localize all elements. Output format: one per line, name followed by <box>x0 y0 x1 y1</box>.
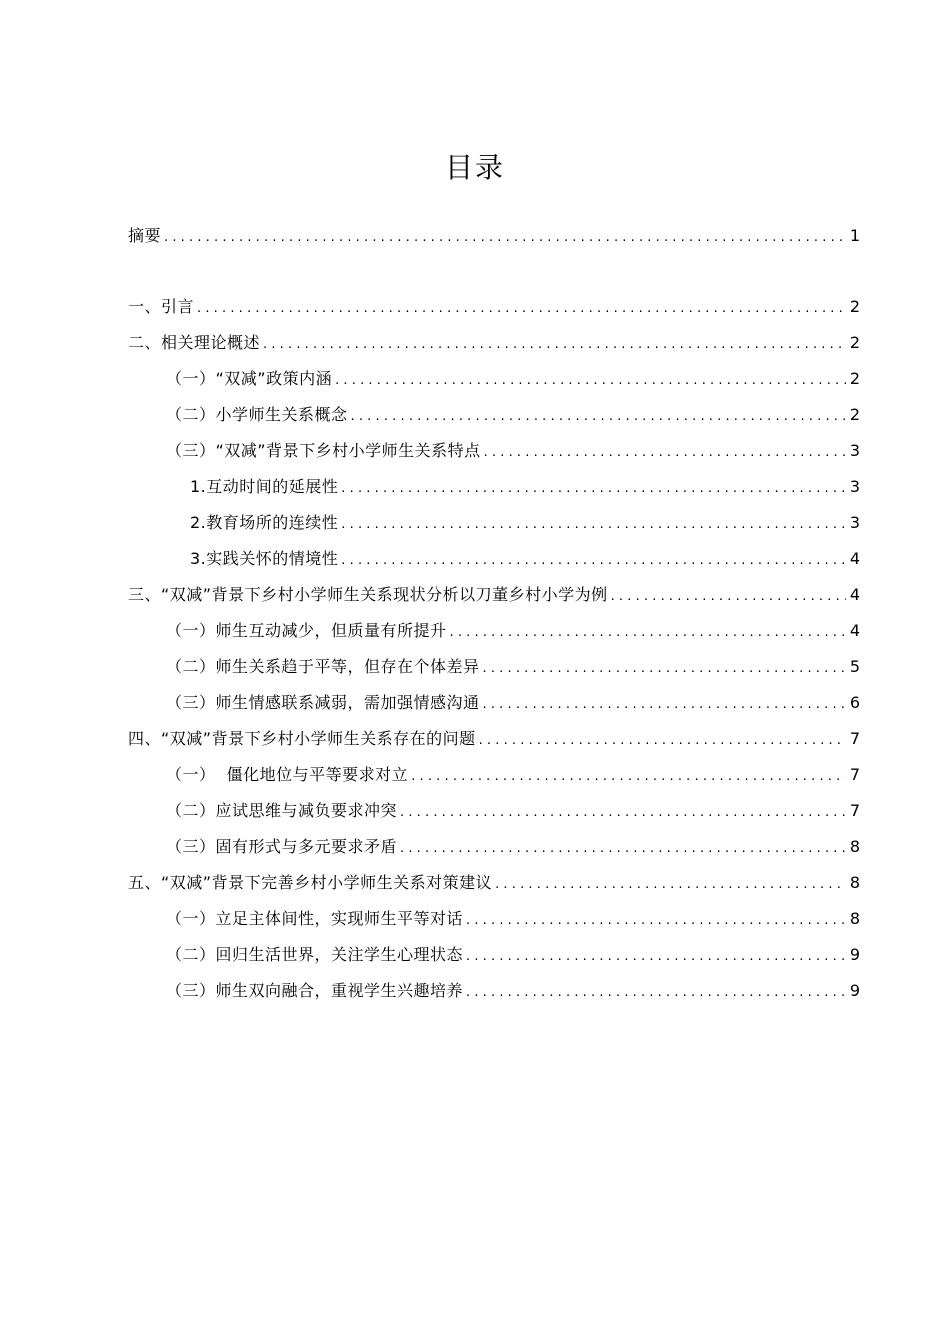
toc-entry-title: （二）应试思维与减负要求冲突 <box>166 801 398 820</box>
toc-page-number: 9 <box>849 981 860 1000</box>
dot-leader <box>197 295 846 323</box>
dot-leader <box>466 943 846 971</box>
toc-page-number: 4 <box>849 585 860 604</box>
toc-page-number: 3 <box>849 441 860 460</box>
toc-entry[interactable] <box>128 941 860 977</box>
toc-page-number: 2 <box>849 333 860 352</box>
dot-leader <box>483 655 846 683</box>
dot-leader <box>611 583 846 611</box>
toc-page-number: 8 <box>849 873 860 892</box>
dot-leader <box>341 511 846 539</box>
dot-leader <box>341 475 846 503</box>
toc-entry[interactable] <box>128 509 860 545</box>
toc-entry-title: （三）师生情感联系减弱，需加强情感沟通 <box>166 693 480 712</box>
toc-page-number: 8 <box>849 837 860 856</box>
toc-entry[interactable] <box>128 293 860 329</box>
toc-page-number: 5 <box>849 657 860 676</box>
toc-entry-title: 五、“双减”背景下完善乡村小学师生关系对策建议 <box>128 873 493 892</box>
toc-entry[interactable] <box>128 761 860 797</box>
dot-leader <box>483 691 846 719</box>
toc-entry-title: 三、“双减”背景下乡村小学师生关系现状分析以刀董乡村小学为例 <box>128 585 608 604</box>
dot-leader <box>341 547 846 575</box>
toc-entry[interactable] <box>128 581 860 617</box>
toc-page-number: 4 <box>849 549 860 568</box>
dot-leader <box>335 367 846 395</box>
toc-entry[interactable] <box>128 617 860 653</box>
toc-entry[interactable] <box>128 222 860 258</box>
toc-page-number: 2 <box>849 369 860 388</box>
toc-title: 目录 <box>444 151 505 184</box>
toc-page-number: 8 <box>849 909 860 928</box>
dot-leader <box>351 403 846 431</box>
dot-leader <box>400 799 846 827</box>
toc-entry-title: （一） 僵化地位与平等要求对立 <box>166 765 409 784</box>
toc-entry-title: （三）“双减”背景下乡村小学师生关系特点 <box>166 441 481 460</box>
toc-page-number: 7 <box>849 729 860 748</box>
toc-page-number: 2 <box>849 297 860 316</box>
toc-entry[interactable] <box>128 329 860 365</box>
toc-entry-title: （三）固有形式与多元要求矛盾 <box>166 837 398 856</box>
toc-entry[interactable] <box>128 365 860 401</box>
dot-leader <box>400 835 846 863</box>
toc-entry[interactable] <box>128 905 860 941</box>
toc-entry[interactable] <box>128 977 860 1013</box>
toc-page-number: 6 <box>849 693 860 712</box>
toc-entry-title: （二）回归生活世界，关注学生心理状态 <box>166 945 464 964</box>
dot-leader <box>466 979 846 1007</box>
toc-entry-title: （一）立足主体间性，实现师生平等对话 <box>166 909 464 928</box>
toc-entry[interactable] <box>128 725 860 761</box>
toc-list <box>128 222 860 1013</box>
toc-entry[interactable] <box>128 797 860 833</box>
toc-page-number: 7 <box>849 765 860 784</box>
toc-page-number: 3 <box>849 477 860 496</box>
toc-entry-title: 一、引言 <box>128 297 195 316</box>
toc-entry-title: 2.教育场所的连续性 <box>190 513 339 532</box>
toc-entry-title: （一）“双减”政策内涵 <box>166 369 333 388</box>
dot-leader <box>479 727 846 755</box>
toc-entry-title: 1.互动时间的延展性 <box>190 477 339 496</box>
toc-page-number: 1 <box>849 226 860 245</box>
toc-entry-title: 3.实践关怀的情境性 <box>190 549 339 568</box>
toc-entry-title: 摘要 <box>128 226 162 245</box>
toc-entry-title: （一）师生互动减少，但质量有所提升 <box>166 621 447 640</box>
toc-entry[interactable] <box>128 869 860 905</box>
dot-leader <box>411 763 846 791</box>
dot-leader <box>466 907 846 935</box>
dot-leader <box>263 331 846 359</box>
toc-entry-title: 二、相关理论概述 <box>128 333 261 352</box>
toc-entry-title: （二）师生关系趋于平等，但存在个体差异 <box>166 657 480 676</box>
toc-page-number: 4 <box>849 621 860 640</box>
toc-page-number: 3 <box>849 513 860 532</box>
dot-leader <box>450 619 846 647</box>
toc-page-number: 9 <box>849 945 860 964</box>
toc-entry-title: 四、“双减”背景下乡村小学师生关系存在的问题 <box>128 729 476 748</box>
dot-leader <box>495 871 846 899</box>
toc-entry[interactable] <box>128 689 860 725</box>
toc-page-number: 2 <box>849 405 860 424</box>
dot-leader <box>484 439 846 467</box>
toc-entry[interactable] <box>128 473 860 509</box>
toc-entry[interactable] <box>128 437 860 473</box>
toc-entry-title: （三）师生双向融合，重视学生兴趣培养 <box>166 981 464 1000</box>
toc-entry[interactable] <box>128 545 860 581</box>
toc-entry[interactable] <box>128 833 860 869</box>
toc-entry[interactable] <box>128 653 860 689</box>
toc-page-number: 7 <box>849 801 860 820</box>
dot-leader <box>164 224 846 252</box>
toc-entry[interactable] <box>128 401 860 437</box>
toc-entry-title: （二）小学师生关系概念 <box>166 405 348 424</box>
